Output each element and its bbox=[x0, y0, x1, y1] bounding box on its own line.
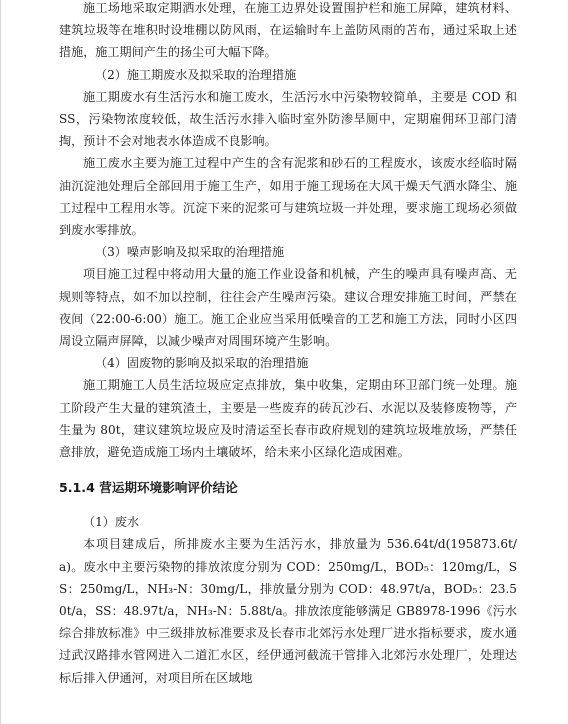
paragraph-noise: 项目施工过程中将动用大量的施工作业设备和机械，产生的噪声具有噪声高、无规则等特点，如不加以控制，往往会产生噪声污染。建议合理安排施工时间，严禁在夜间（22:00-6:00）施工。施工企业应当采用低噪音的工艺和施工方法，同时小区四周设立隔声屏障，以减少噪声对周围环境产生影响。 bbox=[59, 267, 517, 349]
paragraph-solid-waste: 施工期施工人员生活垃圾应定点排放，集中收集，定期由环卫部门统一处理。施工阶段产生大量的建筑渣土，主要是一些废弃的砖瓦沙石、水泥以及装修废物等，产生量为 80t，建议建筑垃圾应及时清运至长春市政府规划的建筑垃圾堆放场，严禁任意排放，避免造成施工场内土壤破坏，给未来小区绿化造成困难。 bbox=[59, 378, 517, 460]
heading-operation-wastewater: （1）废水 bbox=[83, 515, 140, 530]
paragraph-operation-wastewater: 本项目建成后，所排废水主要为生活污水，排放量为 536.64t/d(195873.6t/a)。废水中主要污染物的排放浓度分别为 COD：250mg/L，BOD₅：120mg/L，SS：250mg/L，NH₃-N：30mg/L，排放量分别为 COD：48.97t/a，BOD₅：23.50t/a，SS：48.97t/a，NH₃-N：5.88t/a。排放浓度能够满足 GB8978-1996《污水综合排放标准》中三级排放标准要求及长春市北郊污水处理厂进水指标要求，废水通过武汉路排水管网进入二道汇水区，经伊通河截流干管排入北郊污水处理厂，处理达标后排入伊通河，对项目所在区域地 bbox=[59, 537, 517, 685]
paragraph-dust-control: 施工场地采取定期洒水处理，在施工边界处设置围护栏和施工屏障，建筑材料、建筑垃圾等在堆积时设堆棚以防风雨，在运输时车上盖防风雨的苫布，通过采取上述措施，施工期间产生的扬尘可大幅下降。 bbox=[59, 1, 517, 60]
heading-construction-wastewater: （2）施工期废水及拟采取的治理措施 bbox=[95, 67, 297, 82]
heading-solid-waste: （4）固废物的影响及拟采取的治理措施 bbox=[95, 356, 309, 371]
spacer bbox=[59, 499, 517, 511]
heading-noise: （3）噪声影响及拟采取的治理措施 bbox=[95, 245, 285, 260]
spacer bbox=[59, 463, 517, 477]
section-heading-5-1-4: 5.1.4 营运期环境影响评价结论 bbox=[59, 480, 238, 496]
paragraph-domestic-wastewater: 施工期废水有生活污水和施工废水，生活污水中污染物较简单，主要是 COD 和 SS，污染物浓度较低，故生活污水排入临时室外防渗旱厕中，定期雇佣环卫部门清掏，预计不会对地表水体造成不良影响。 bbox=[59, 89, 517, 149]
document-body bbox=[59, 0, 517, 689]
paragraph-construction-wastewater: 施工废水主要为施工过程中产生的含有泥浆和砂石的工程废水，该废水经临时隔油沉淀池处理后全部回用于施工生产，如用于施工现场在大风干燥天气洒水降尘、施工过程中工程用水等。沉淀下来的泥浆可与建筑垃圾一并处理，要求施工现场必须做到废水零排放。 bbox=[59, 156, 517, 238]
